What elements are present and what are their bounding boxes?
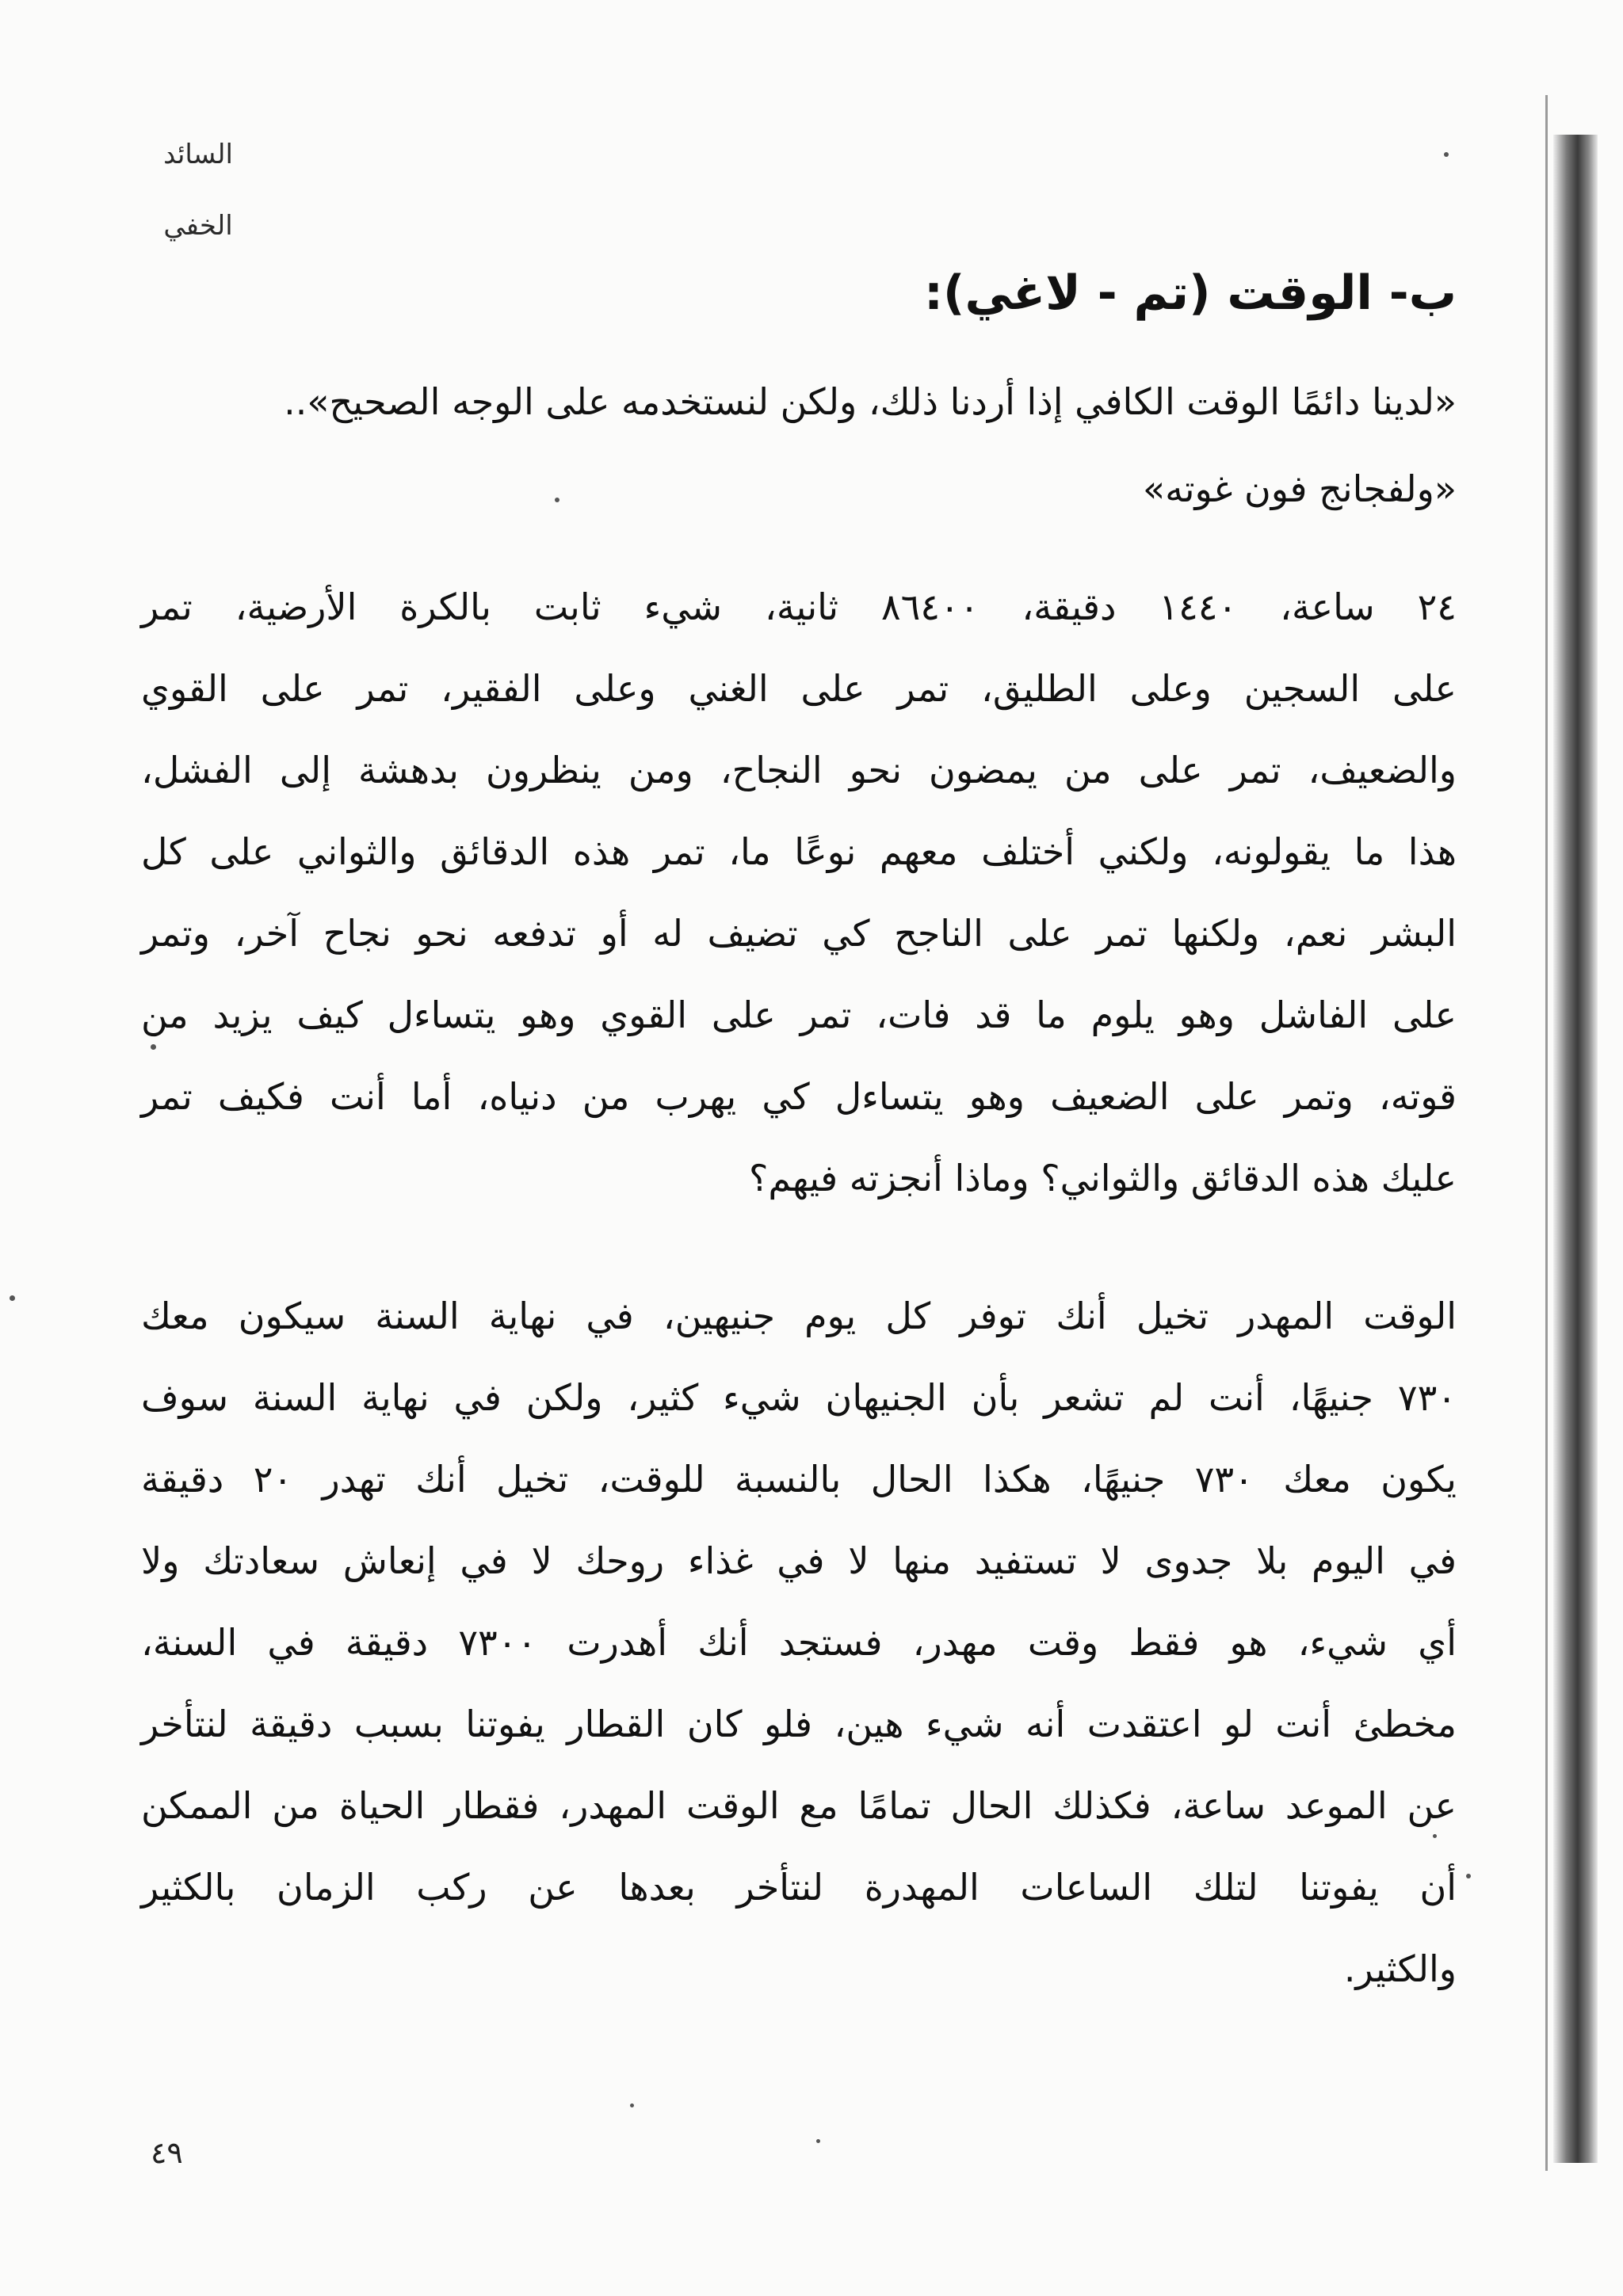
paragraph-2 [141, 1276, 1457, 2010]
scan-speck [10, 1295, 15, 1301]
page-gutter-line [1545, 95, 1548, 2171]
text-line: يكون معك ٧٣٠ جنيهًا، هكذا الحال بالنسبة للوقت، تخيل أنك تهدر ٢٠ دقيقة [141, 1458, 1457, 1501]
scan-speck [555, 498, 559, 502]
text-line: مخطئ أنت لو اعتقدت أنه شيء هين، فلو كان القطار يفوتنا بسبب دقيقة لنتأخر [141, 1703, 1457, 1745]
page-number: ٤٩ [151, 2135, 183, 2170]
text-line: ٢٤ ساعة، ١٤٤٠ دقيقة، ٨٦٤٠٠ ثانية، شيء ثابت بالكرة الأرضية، تمر [141, 585, 1457, 628]
scan-speck [816, 2139, 820, 2143]
text-line: أي شيء، هو فقط وقت مهدر، فستجد أنك أهدرت ٧٣٠٠ دقيقة في السنة، [141, 1621, 1457, 1664]
text-line: على الفاشل وهو يلوم ما قد فات، تمر على القوي وهو يتساءل كيف يزيد من [141, 994, 1457, 1036]
scan-speck [1444, 152, 1449, 157]
scan-speck [630, 2103, 634, 2107]
text-line: أن يفوتنا لتلك الساعات المهدرة لنتأخر بعدها عن ركب الزمان بالكثير [141, 1866, 1457, 1909]
text-line: عليك هذه الدقائق والثواني؟ وماذا أنجزته فيهم؟ [748, 1157, 1457, 1199]
text-line: عن الموعد ساعة، فكذلك الحال تمامًا مع الوقت المهدر، فقطار الحياة من الممكن [141, 1784, 1457, 1827]
text-line: الوقت المهدر تخيل أنك توفر كل يوم جنيهين، في نهاية السنة سيكون معك [141, 1295, 1457, 1337]
running-head: السائد الخفي [163, 139, 233, 242]
text-line: البشر نعم، ولكنها تمر على الناجح كي تضيف له أو تدفعه نحو نجاح آخر، وتمر [141, 912, 1457, 955]
scan-speck [1433, 1834, 1437, 1838]
book-spine-shadow [1553, 135, 1598, 2163]
text-line: ٧٣٠ جنيهًا، أنت لم تشعر بأن الجنيهان شيء كثير، ولكن في نهاية السنة سوف [141, 1376, 1457, 1419]
scan-speck [1466, 1874, 1471, 1878]
text-line: والكثير. [1343, 1947, 1457, 1990]
text-line: والضعيف، تمر على من يمضون نحو النجاح، ومن ينظرون بدهشة إلى الفشل، [141, 749, 1457, 791]
text-line: في اليوم بلا جدوى لا تستفيد منها لا في غذاء روحك لا في إنعاش سعادتك ولا [141, 1539, 1457, 1582]
epigraph-author: «ولفجانج فون غوته» [1142, 467, 1457, 510]
epigraph-quote: «لدينا دائمًا الوقت الكافي إذا أردنا ذلك، ولكن لنستخدمه على الوجه الصحيح».. [284, 380, 1457, 423]
text-line: قوته، وتمر على الضعيف وهو يتساءل كي يهرب من دنياه، أما أنت فكيف تمر [141, 1075, 1457, 1118]
text-line: على السجين وعلى الطليق، تمر على الغني وعلى الفقير، تمر على القوي [141, 667, 1457, 710]
section-heading: ب- الوقت (تم - لاغي): [924, 265, 1457, 321]
text-line: هذا ما يقولونه، ولكني أختلف معهم نوعًا ما، تمر هذه الدقائق والثواني على كل [141, 830, 1457, 873]
paragraph-1 [141, 566, 1457, 1219]
scan-speck [151, 1044, 156, 1050]
